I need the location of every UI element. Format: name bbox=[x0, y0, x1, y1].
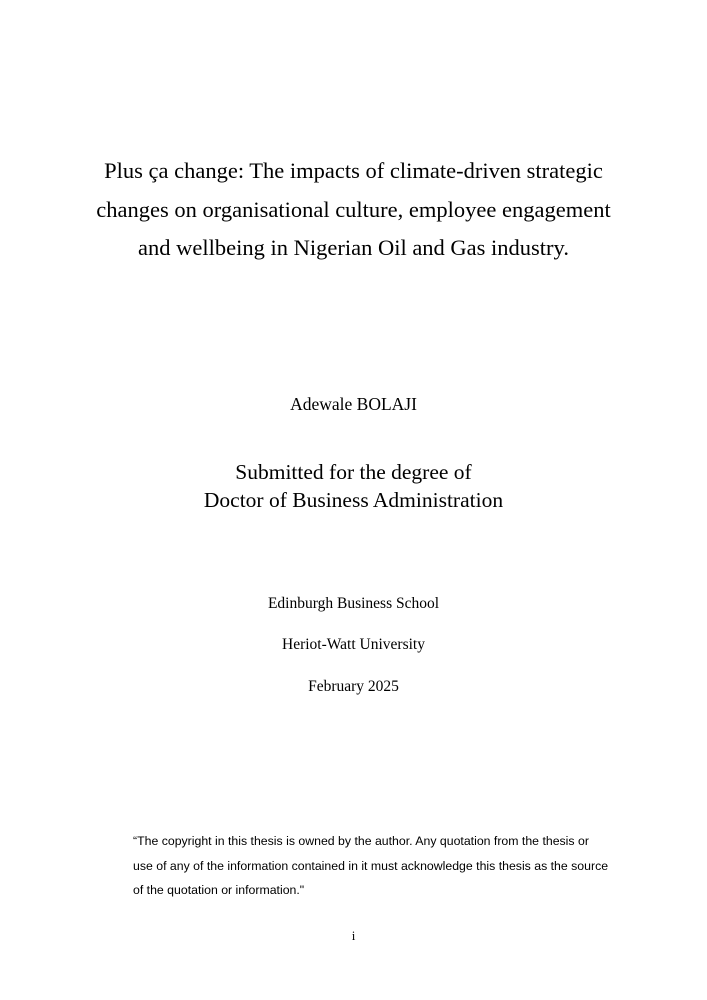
title-line: changes on organisational culture, employee engagement bbox=[96, 196, 611, 222]
copyright-line: of the quotation or information." bbox=[133, 883, 305, 897]
degree-statement bbox=[0, 458, 707, 514]
submission-date: February 2025 bbox=[308, 678, 399, 695]
title-line: and wellbeing in Nigerian Oil and Gas industry. bbox=[138, 235, 569, 260]
degree-line-submitted: Submitted for the degree of bbox=[235, 460, 472, 484]
thesis-title bbox=[0, 152, 707, 268]
page-number: i bbox=[351, 928, 356, 943]
copyright-line: “The copyright in this thesis is owned by the author. Any quotation from the thesis or bbox=[133, 834, 589, 848]
university-name: Heriot-Watt University bbox=[282, 636, 425, 653]
copyright-line: use of any of the information contained in it must acknowledge this thesis as the source bbox=[133, 858, 609, 873]
title-line: Plus ça change: The impacts of climate-driven strategic bbox=[104, 158, 603, 183]
author-name: Adewale BOLAJI bbox=[290, 394, 417, 414]
school-name: Edinburgh Business School bbox=[267, 595, 440, 612]
degree-line-name: Doctor of Business Administration bbox=[203, 488, 504, 512]
copyright-notice bbox=[133, 829, 653, 903]
